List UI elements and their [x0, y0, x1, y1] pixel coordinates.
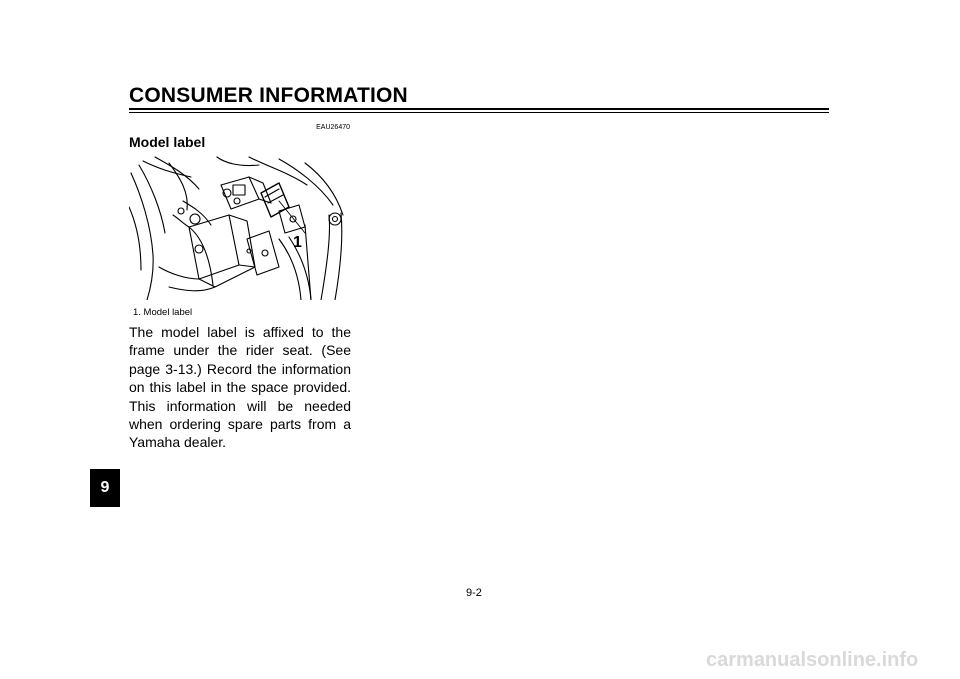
- callout-number: 1: [293, 234, 302, 251]
- header-rule-thin: [129, 112, 829, 113]
- model-label-illustration: [129, 155, 351, 300]
- page-header: [129, 84, 829, 108]
- page-title: CONSUMER INFORMATION: [129, 84, 408, 107]
- chapter-tab: 9: [90, 469, 120, 507]
- section-code: EAU26470: [316, 124, 350, 131]
- figure-caption: 1. Model label: [133, 307, 193, 318]
- page-number: 9-2: [466, 587, 482, 599]
- header-rule: [129, 108, 829, 110]
- watermark-text: carmanualsonline.info: [706, 649, 919, 671]
- motorcycle-frame-drawing: [129, 155, 351, 300]
- body-paragraph: The model label is affixed to the frame under the rider seat. (See page 3-13.) Record the information on this label in the space provided. This information will be needed when ordering spare parts from a Yamaha dealer.: [129, 324, 351, 451]
- section-title: Model label: [129, 134, 206, 150]
